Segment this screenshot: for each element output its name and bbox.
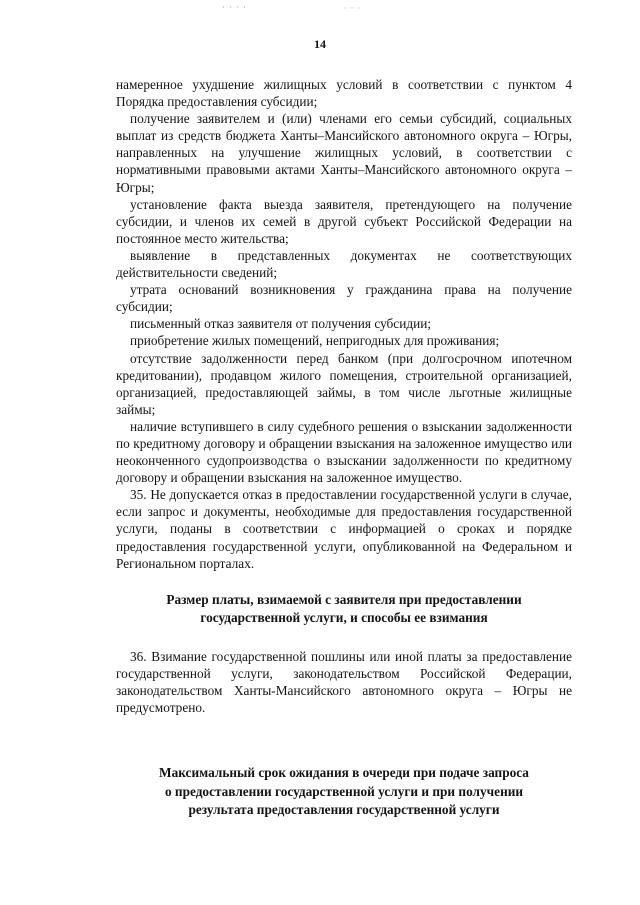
paragraph: отсутствие задолженности перед банком (при долгосрочном ипотечном кредитовании), продавцом жилого помещения, строительной организацией, организацией, предоставляющей займы, в том числе льготные жилищные займы; (116, 350, 572, 417)
page-number: 14 (314, 37, 326, 51)
section-heading-queue-time (116, 764, 572, 820)
heading-line: Размер платы, взимаемой с заявителя при предоставлении (166, 591, 522, 607)
paragraph-35: 35. Не допускается отказ в предоставлении государственной услуги в случае, если запрос и документы, необходимые для предоставления государственной услуги, поданы в соответствии с информацией о сроках и порядке предоставления государственной услуги, опубликованной на Федеральном и Региональном порталах. (116, 487, 572, 571)
paragraph-36: 36. Взимание государственной пошлины или иной платы за предоставление государственной услуги, законодательством Российской Федерации, законодательством Ханты-Мансийского автономного округа – Югры не предусмотрено. (116, 648, 572, 715)
heading-line: государственной услуги, и способы ее взимания (200, 610, 488, 626)
paragraph: наличие вступившего в силу судебного решения о взыскании задолженности по кредитному договору и обращении взыскания на заложенное имущество или неоконченного судопроизводства о взыскании задолженности по кредитному договору и обращении взыскания на заложенное имущество. (116, 418, 572, 486)
scan-artifact: ∙ · ∙ (344, 3, 361, 13)
paragraph: установление факта выезда заявителя, претендующего на получение субсидии, и членов их семей в другой субъект Российской Федерации на постоянное место жительства; (116, 196, 572, 246)
paragraph: приобретение жилых помещений, непригодных для проживания; (130, 333, 500, 349)
heading-line: результата предоставления государственной услуги (188, 802, 500, 818)
heading-line: Максимальный срок ожидания в очереди при подаче запроса (159, 765, 529, 781)
heading-line: о предоставлении государственной услуги и при получении (164, 783, 524, 799)
paragraph: получение заявителем и (или) членами его семьи субсидий, социальных выплат из средств бюджета Ханты–Мансийского автономного округа – Югры, направленных на улучшение жилищных условий, в соответствии с нормативными правовыми актами Ханты–Мансийского автономного округа – Югры; (116, 111, 572, 195)
paragraph: утрата оснований возникновения у гражданина права на получение субсидии; (116, 282, 572, 315)
paragraph: выявление в представленных документах не соответствующих действительности сведений; (116, 247, 572, 281)
paragraph: намеренное ухудшение жилищных условий в соответствии с пунктом 4 Порядка предоставления субсидии; (116, 77, 572, 110)
paragraph: письменный отказ заявителя от получения субсидии; (130, 316, 432, 332)
section-heading-fee (116, 591, 572, 628)
scan-artifact: · · ∙ · (222, 2, 247, 12)
document-body (116, 76, 572, 820)
